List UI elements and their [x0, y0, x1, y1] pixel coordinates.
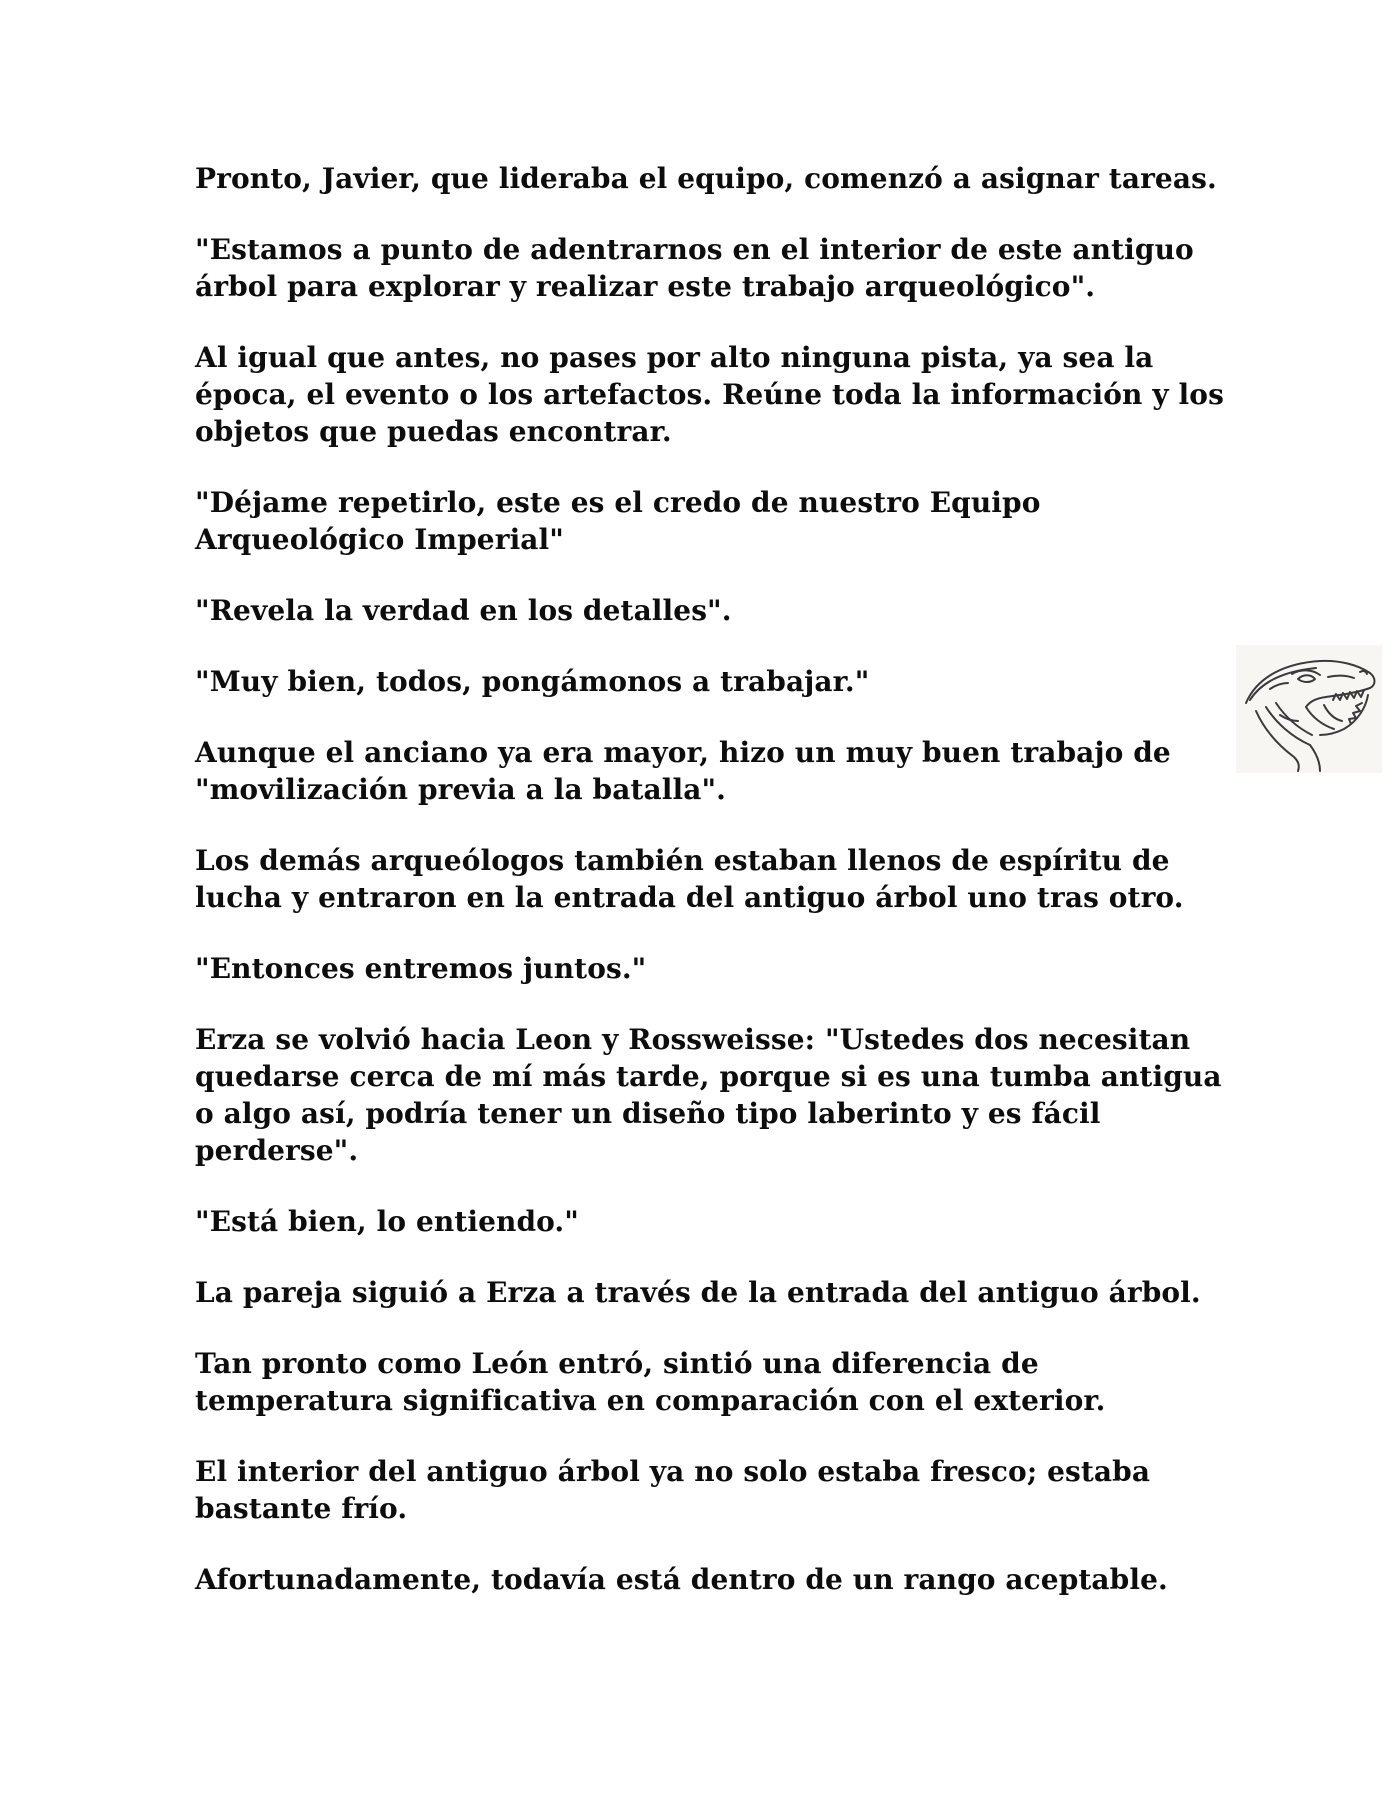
paragraph: "Entonces entremos juntos.": [195, 952, 647, 985]
paragraph: "Déjame repetirlo, este es el credo de nuestro Equipo Arqueológico Imperial": [195, 486, 1041, 556]
paragraph: Erza se volvió hacia Leon y Rossweisse: "Ustedes dos necesitan quedarse cerca de mí más tarde, porque si es una tumba antigua o algo así, podría tener un diseño tipo laberinto y es fácil perderse".: [195, 1023, 1222, 1167]
text-column: [195, 160, 1225, 1632]
paragraph: "Está bien, lo entiendo.": [195, 1205, 579, 1238]
paragraph: Aunque el anciano ya era mayor, hizo un muy buen trabajo de "movilización previa a la batalla".: [195, 736, 1171, 806]
paragraph: Pronto, Javier, que lideraba el equipo, comenzó a asignar tareas.: [195, 162, 1217, 195]
paragraph: Los demás arqueólogos también estaban llenos de espíritu de lucha y entraron en la entrada del antiguo árbol uno tras otro.: [195, 844, 1184, 914]
paragraph: "Muy bien, todos, pongámonos a trabajar.": [195, 665, 870, 698]
paragraph: "Estamos a punto de adentrarnos en el interior de este antiguo árbol para explorar y realizar este trabajo arqueológico".: [195, 233, 1194, 303]
paragraph: Al igual que antes, no pases por alto ninguna pista, ya sea la época, el evento o los artefactos. Reúne toda la información y los objetos que puedas encontrar.: [195, 341, 1224, 448]
paragraph: La pareja siguió a Erza a través de la entrada del antiguo árbol.: [195, 1276, 1201, 1309]
logo-background: [1236, 645, 1382, 773]
paragraph: El interior del antiguo árbol ya no solo estaba fresco; estaba bastante frío.: [195, 1455, 1151, 1525]
paragraph: "Revela la verdad en los detalles".: [195, 594, 732, 627]
paragraph: Tan pronto como León entró, sintió una diferencia de temperatura significativa en comparación con el exterior.: [195, 1347, 1106, 1417]
dinosaur-head-sketch-icon: [1236, 645, 1382, 773]
paragraph: Afortunadamente, todavía está dentro de un rango aceptable.: [195, 1563, 1168, 1596]
